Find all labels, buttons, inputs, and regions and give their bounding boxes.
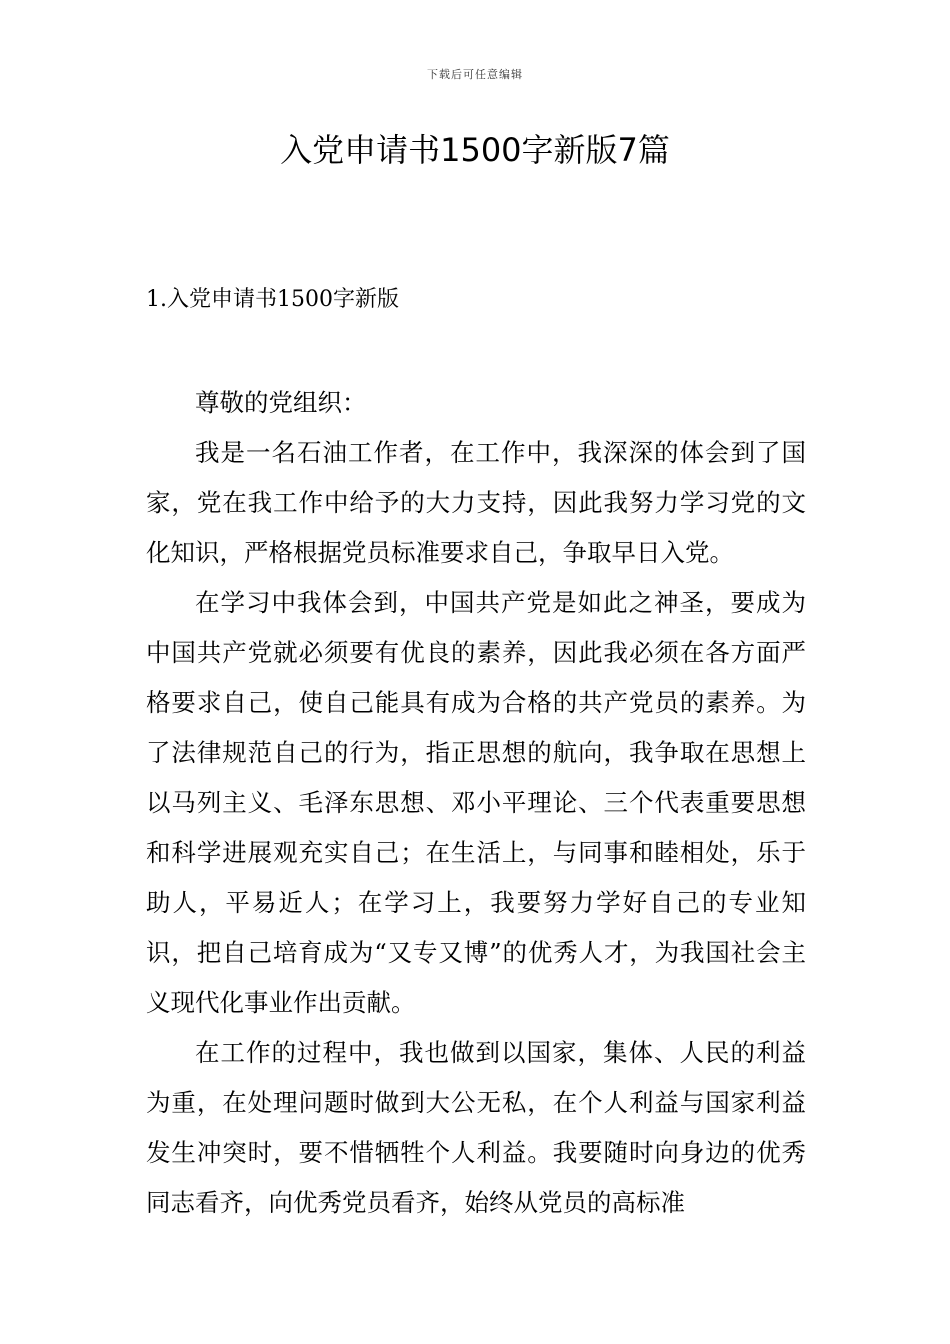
body-paragraph: 在工作的过程中，我也做到以国家，集体、人民的利益为重，在处理问题时做到大公无私，在个人利益与国家利益发生冲突时，要不惜牺牲个人利益。我要随时向身边的优秀同志看齐，向优秀党员看齐，始终从党员的高标准	[146, 1038, 806, 1217]
section-heading: 1.入党申请书1500字新版	[146, 287, 399, 312]
document-body	[146, 378, 806, 1228]
body-paragraph: 在学习中我体会到，中国共产党是如此之神圣，要成为中国共产党就必须要有优良的素养，因此我必须在各方面严格要求自己，使自己能具有成为合格的共产党员的素养。为了法律规范自己的行为，指正思想的航向，我争取在思想上以马列主义、毛泽东思想、邓小平理论、三个代表重要思想和科学进展观充实自己；在生活上，与同事和睦相处，乐于助人，平易近人；在学习上，我要努力学好自己的专业知识，把自己培育成为“又专又博”的优秀人才，为我国社会主义现代化事业作出贡献。	[146, 588, 806, 1017]
header-note: 下载后可任意编辑	[427, 68, 523, 81]
document-title: 入党申请书1500字新版7篇	[280, 131, 670, 169]
salutation: 尊敬的党组织：	[195, 388, 367, 417]
body-paragraph: 我是一名石油工作者，在工作中，我深深的体会到了国家，党在我工作中给予的大力支持，因此我努力学习党的文化知识，严格根据党员标准要求自己，争取早日入党。	[146, 438, 806, 567]
